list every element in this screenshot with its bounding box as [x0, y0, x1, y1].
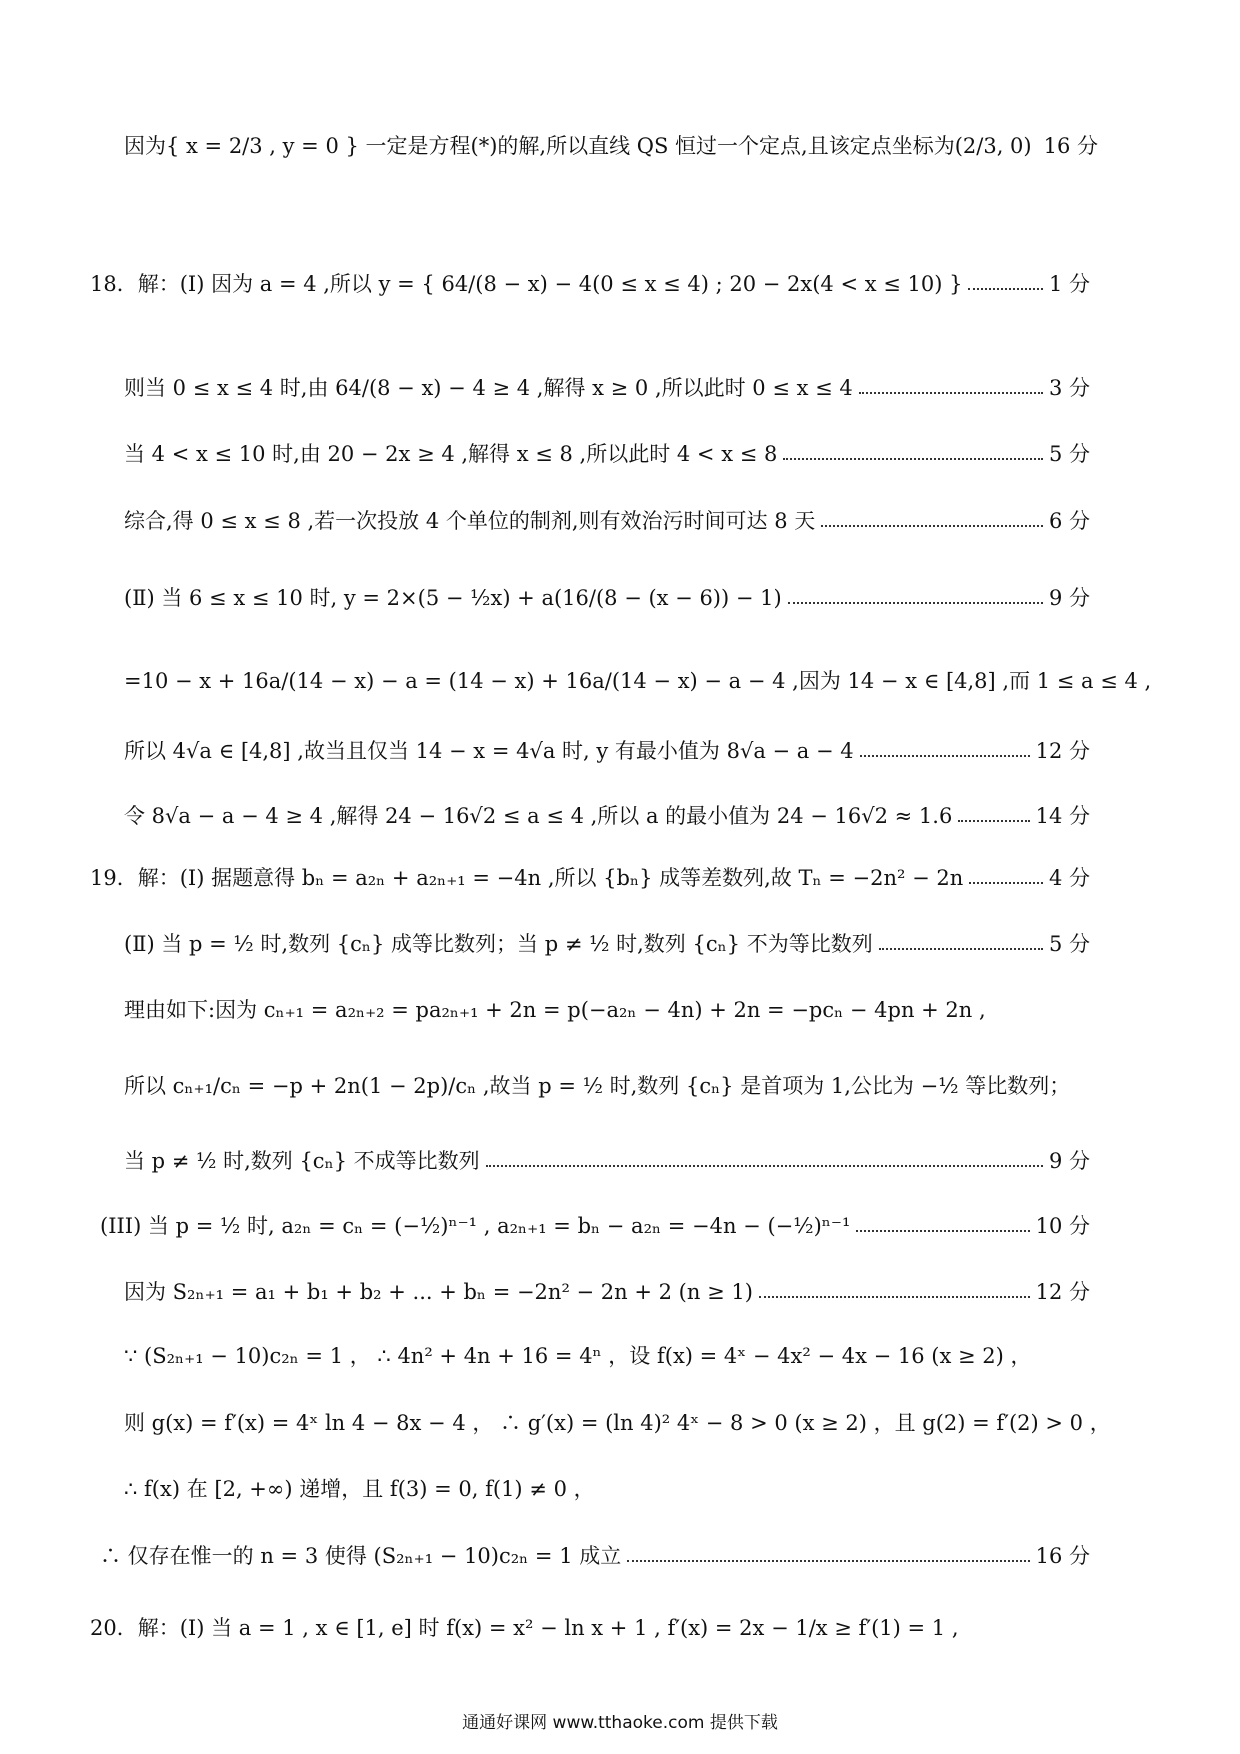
line-text: ∴ 仅存在惟一的 n = 3 使得 (S₂ₙ₊₁ − 10)c₂ₙ = 1 成立	[100, 1544, 622, 1568]
solution-line-14	[124, 1145, 1090, 1175]
leader-dots	[879, 948, 1043, 950]
solution-line-7	[124, 665, 1152, 695]
leader-dots	[859, 392, 1043, 394]
solution-line-21	[90, 1612, 1090, 1642]
solution-line-15	[100, 1210, 1090, 1240]
line-text: 当 p ≠ ½ 时,数列 {cₙ} 不成等比数列	[124, 1149, 480, 1173]
solution-line-19	[124, 1473, 1090, 1503]
solution-line-12	[124, 994, 1090, 1024]
score-label: 9 分	[1048, 586, 1090, 610]
solution-line-1	[124, 130, 1099, 160]
solution-line-16	[124, 1276, 1090, 1306]
solution-line-11	[124, 928, 1090, 958]
line-text: 则当 0 ≤ x ≤ 4 时,由 64/(8 − x) − 4 ≥ 4 ,解得 x ≥ 0 ,所以此时 0 ≤ x ≤ 4	[124, 376, 853, 400]
score-label: 16 分	[1043, 134, 1099, 158]
line-text: =10 − x + 16a/(14 − x) − a = (14 − x) + 16a/(14 − x) − a − 4 ,因为 14 − x ∈ [4,8] ,而 1 ≤ a ≤ 4 ,	[124, 669, 1152, 693]
leader-dots	[958, 820, 1029, 822]
leader-dots	[821, 525, 1043, 527]
score-label: 5 分	[1048, 932, 1090, 956]
leader-dots	[856, 1230, 1029, 1232]
leader-dots	[627, 1560, 1029, 1562]
solution-line-13	[124, 1070, 1090, 1100]
line-text: ∵ (S₂ₙ₊₁ − 10)c₂ₙ = 1 ， ∴ 4n² + 4n + 16 = 4ⁿ ，设 f(x) = 4ˣ − 4x² − 4x − 16 (x ≥ 2) ，	[124, 1344, 1032, 1368]
line-text: 则 g(x) = f′(x) = 4ˣ ln 4 − 8x − 4 ， ∴ g′(x) = (ln 4)² 4ˣ − 8 > 0 (x ≥ 2) ，且 g(2) = f′(2) > 0 ，	[124, 1411, 1111, 1435]
line-text: ∴ f(x) 在 [2, +∞) 递增，且 f(3) = 0, f(1) ≠ 0 ，	[124, 1477, 595, 1501]
solution-line-10	[90, 862, 1090, 892]
leader-dots	[788, 602, 1043, 604]
score-label: 12 分	[1035, 1280, 1090, 1304]
line-text: (Ⅱ) 当 6 ≤ x ≤ 10 时, y = 2×(5 − ½x) + a(16/(8 − (x − 6)) − 1)	[124, 586, 782, 610]
solution-line-8	[124, 735, 1090, 765]
solution-line-4	[124, 438, 1090, 468]
line-text: 因为{ x = 2/3 , y = 0 } 一定是方程(*)的解,所以直线 QS 恒过一个定点,且该定点坐标为(2/3, 0)	[124, 134, 1032, 158]
leader-dots	[968, 288, 1042, 290]
solution-line-5	[124, 505, 1090, 535]
line-text: 当 4 < x ≤ 10 时,由 20 − 2x ≥ 4 ,解得 x ≤ 8 ,所以此时 4 < x ≤ 8	[124, 442, 778, 466]
line-text: (III) 当 p = ½ 时, a₂ₙ = cₙ = (−½)ⁿ⁻¹ , a₂ₙ₊₁ = bₙ − a₂ₙ = −4n − (−½)ⁿ⁻¹	[100, 1214, 851, 1238]
solution-line-9	[124, 800, 1090, 830]
score-label: 5 分	[1048, 442, 1090, 466]
line-text: 19．解：(Ⅰ) 据题意得 bₙ = a₂ₙ + a₂ₙ₊₁ = −4n ,所以 {bₙ} 成等差数列,故 Tₙ = −2n² − 2n	[90, 866, 964, 890]
solution-line-6	[124, 582, 1090, 612]
score-label: 16 分	[1035, 1544, 1090, 1568]
leader-dots	[759, 1296, 1030, 1298]
score-label: 6 分	[1048, 509, 1090, 533]
score-label: 9 分	[1048, 1149, 1090, 1173]
solution-line-20	[100, 1540, 1090, 1570]
solution-line-17	[124, 1340, 1090, 1370]
line-text: 理由如下:因为 cₙ₊₁ = a₂ₙ₊₂ = pa₂ₙ₊₁ + 2n = p(−a₂ₙ − 4n) + 2n = −pcₙ − 4pn + 2n ,	[124, 998, 986, 1022]
line-text: 18．解：(Ⅰ) 因为 a = 4 ,所以 y = { 64/(8 − x) − 4(0 ≤ x ≤ 4) ; 20 − 2x(4 < x ≤ 10) }	[90, 272, 963, 296]
solution-line-3	[124, 372, 1090, 402]
solution-line-2	[90, 268, 1090, 298]
score-label: 10 分	[1035, 1214, 1090, 1238]
line-text: 因为 S₂ₙ₊₁ = a₁ + b₁ + b₂ + ... + bₙ = −2n² − 2n + 2 (n ≥ 1)	[124, 1280, 753, 1304]
leader-dots	[969, 882, 1043, 884]
page-footer: 通通好课网 www.tthaoke.com 提供下载	[462, 1713, 778, 1733]
line-text: 令 8√a − a − 4 ≥ 4 ,解得 24 − 16√2 ≤ a ≤ 4 ,所以 a 的最小值为 24 − 16√2 ≈ 1.6	[124, 804, 953, 828]
solution-line-18	[124, 1407, 1111, 1437]
score-label: 4 分	[1048, 866, 1090, 890]
score-label: 12 分	[1035, 739, 1090, 763]
line-text: 所以 cₙ₊₁/cₙ = −p + 2n(1 − 2p)/cₙ ,故当 p = ½ 时,数列 {cₙ} 是首项为 1,公比为 −½ 等比数列；	[124, 1074, 1071, 1098]
leader-dots	[486, 1165, 1043, 1167]
score-label: 3 分	[1048, 376, 1090, 400]
leader-dots	[783, 458, 1043, 460]
line-text: 20．解：(Ⅰ) 当 a = 1 , x ∈ [1, e] 时 f(x) = x² − ln x + 1 , f′(x) = 2x − 1/x ≥ f′(1) = 1 ,	[90, 1616, 959, 1640]
score-label: 14 分	[1035, 804, 1090, 828]
score-label: 1 分	[1048, 272, 1090, 296]
line-text: (Ⅱ) 当 p = ½ 时,数列 {cₙ} 成等比数列；当 p ≠ ½ 时,数列 {cₙ} 不为等比数列	[124, 932, 873, 956]
line-text: 所以 4√a ∈ [4,8] ,故当且仅当 14 − x = 4√a 时, y 有最小值为 8√a − a − 4	[124, 739, 854, 763]
leader-dots	[860, 755, 1030, 757]
line-text: 综合,得 0 ≤ x ≤ 8 ,若一次投放 4 个单位的制剂,则有效治污时间可达 8 天	[124, 509, 816, 533]
